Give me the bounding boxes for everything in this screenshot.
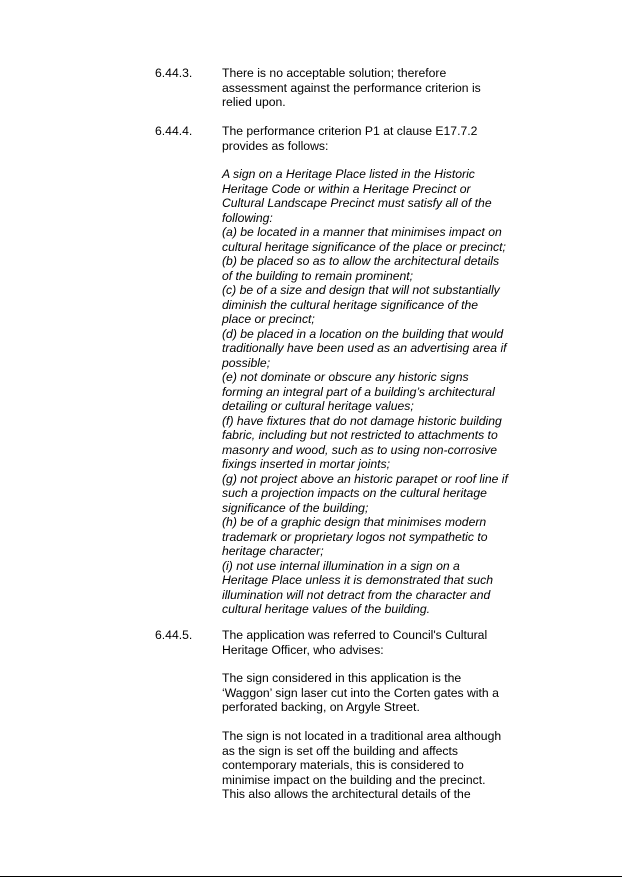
quote-line: (a) be located in a manner that minimises impact on — [222, 225, 502, 239]
quote-line: Heritage Place unless it is demonstrated that such — [222, 573, 493, 587]
text-line: assessment against the performance criterion is — [222, 80, 481, 95]
quote-line: detailing or cultural heritage values; — [222, 399, 414, 413]
text-line: There is no acceptable solution; therefore — [222, 66, 447, 80]
quote-line: (b) be placed so as to allow the architectural details — [222, 254, 500, 268]
text-line: Heritage Officer, who advises: — [222, 642, 384, 657]
quote-line: of the building to remain prominent; — [222, 268, 414, 283]
quote-line: (h) be of a graphic design that minimises modern — [222, 515, 487, 529]
text-line: ‘Waggon’ sign laser cut into the Corten gates with a — [222, 685, 499, 700]
quote-line: place or precinct; — [222, 312, 315, 326]
text-line: provides as follows: — [222, 138, 329, 153]
section-text-6-44-5 — [222, 628, 532, 657]
quote-line: cultural heritage significance of the place or precinct; — [222, 239, 506, 254]
text-line: The sign considered in this application is the — [222, 671, 462, 685]
text-line: The performance criterion P1 at clause E17.7.2 — [222, 124, 478, 138]
quote-line: trademark or proprietary logos not sympathetic to — [222, 529, 488, 544]
section-text-6-44-4 — [222, 124, 532, 153]
quote-line: following: — [222, 210, 273, 225]
page-bottom-rule — [0, 876, 622, 877]
text-line: This also allows the architectural details of the — [222, 787, 471, 801]
section-number-6-44-3: 6.44.3. — [155, 66, 193, 80]
heritage-officer-paragraph-1 — [222, 671, 532, 715]
quote-line: possible; — [222, 355, 271, 370]
quote-line: heritage character; — [222, 544, 324, 558]
quote-line: fabric, including but not restricted to attachments to — [222, 428, 498, 442]
quote-line: masonry and wood, such as to using non-corrosive — [222, 442, 498, 457]
quote-line: (d) be placed in a location on the building that would — [222, 326, 504, 341]
quote-line: traditionally have been used as an advertising area if — [222, 341, 507, 355]
quote-line: forming an integral part of a building’s architectural — [222, 384, 495, 399]
text-line: minimise impact on the building and the precinct. — [222, 772, 486, 787]
quote-line: Cultural Landscape Precinct must satisfy all of the — [222, 196, 492, 210]
text-line: relied upon. — [222, 95, 286, 109]
section-number-6-44-4: 6.44.4. — [155, 124, 193, 138]
text-line: The sign is not located in a traditional area although — [222, 729, 502, 743]
section-text-6-44-3 — [222, 66, 532, 110]
quote-line: Heritage Code or within a Heritage Precinct or — [222, 181, 471, 196]
quote-line: (g) not project above an historic parapet or roof line if — [222, 471, 508, 486]
quote-line: (i) not use internal illumination in a sign on a — [222, 558, 460, 573]
quote-line: diminish the cultural heritage significance of the — [222, 297, 479, 312]
quote-line: cultural heritage values of the building. — [222, 602, 430, 616]
text-line: contemporary materials, this is considered to — [222, 758, 464, 772]
quote-line: (c) be of a size and design that will not substantially — [222, 283, 500, 297]
text-line: as the sign is set off the building and affects — [222, 743, 459, 758]
heritage-officer-paragraph-2 — [222, 729, 532, 802]
quote-line: illumination will not detract from the character and — [222, 587, 491, 602]
quote-line: fixings inserted in mortar joints; — [222, 457, 390, 471]
quote-line: significance of the building; — [222, 500, 369, 515]
performance-criterion-quote — [222, 167, 532, 617]
quote-line: (f) have fixtures that do not damage historic building — [222, 413, 502, 428]
quote-line: A sign on a Heritage Place listed in the Historic — [222, 167, 475, 181]
text-line: perforated backing, on Argyle Street. — [222, 700, 420, 714]
quote-line: such a projection impacts on the cultural heritage — [222, 486, 487, 500]
text-line: The application was referred to Council's Cultural — [222, 628, 488, 642]
section-number-6-44-5: 6.44.5. — [155, 628, 193, 642]
quote-line: (e) not dominate or obscure any historic signs — [222, 370, 469, 384]
